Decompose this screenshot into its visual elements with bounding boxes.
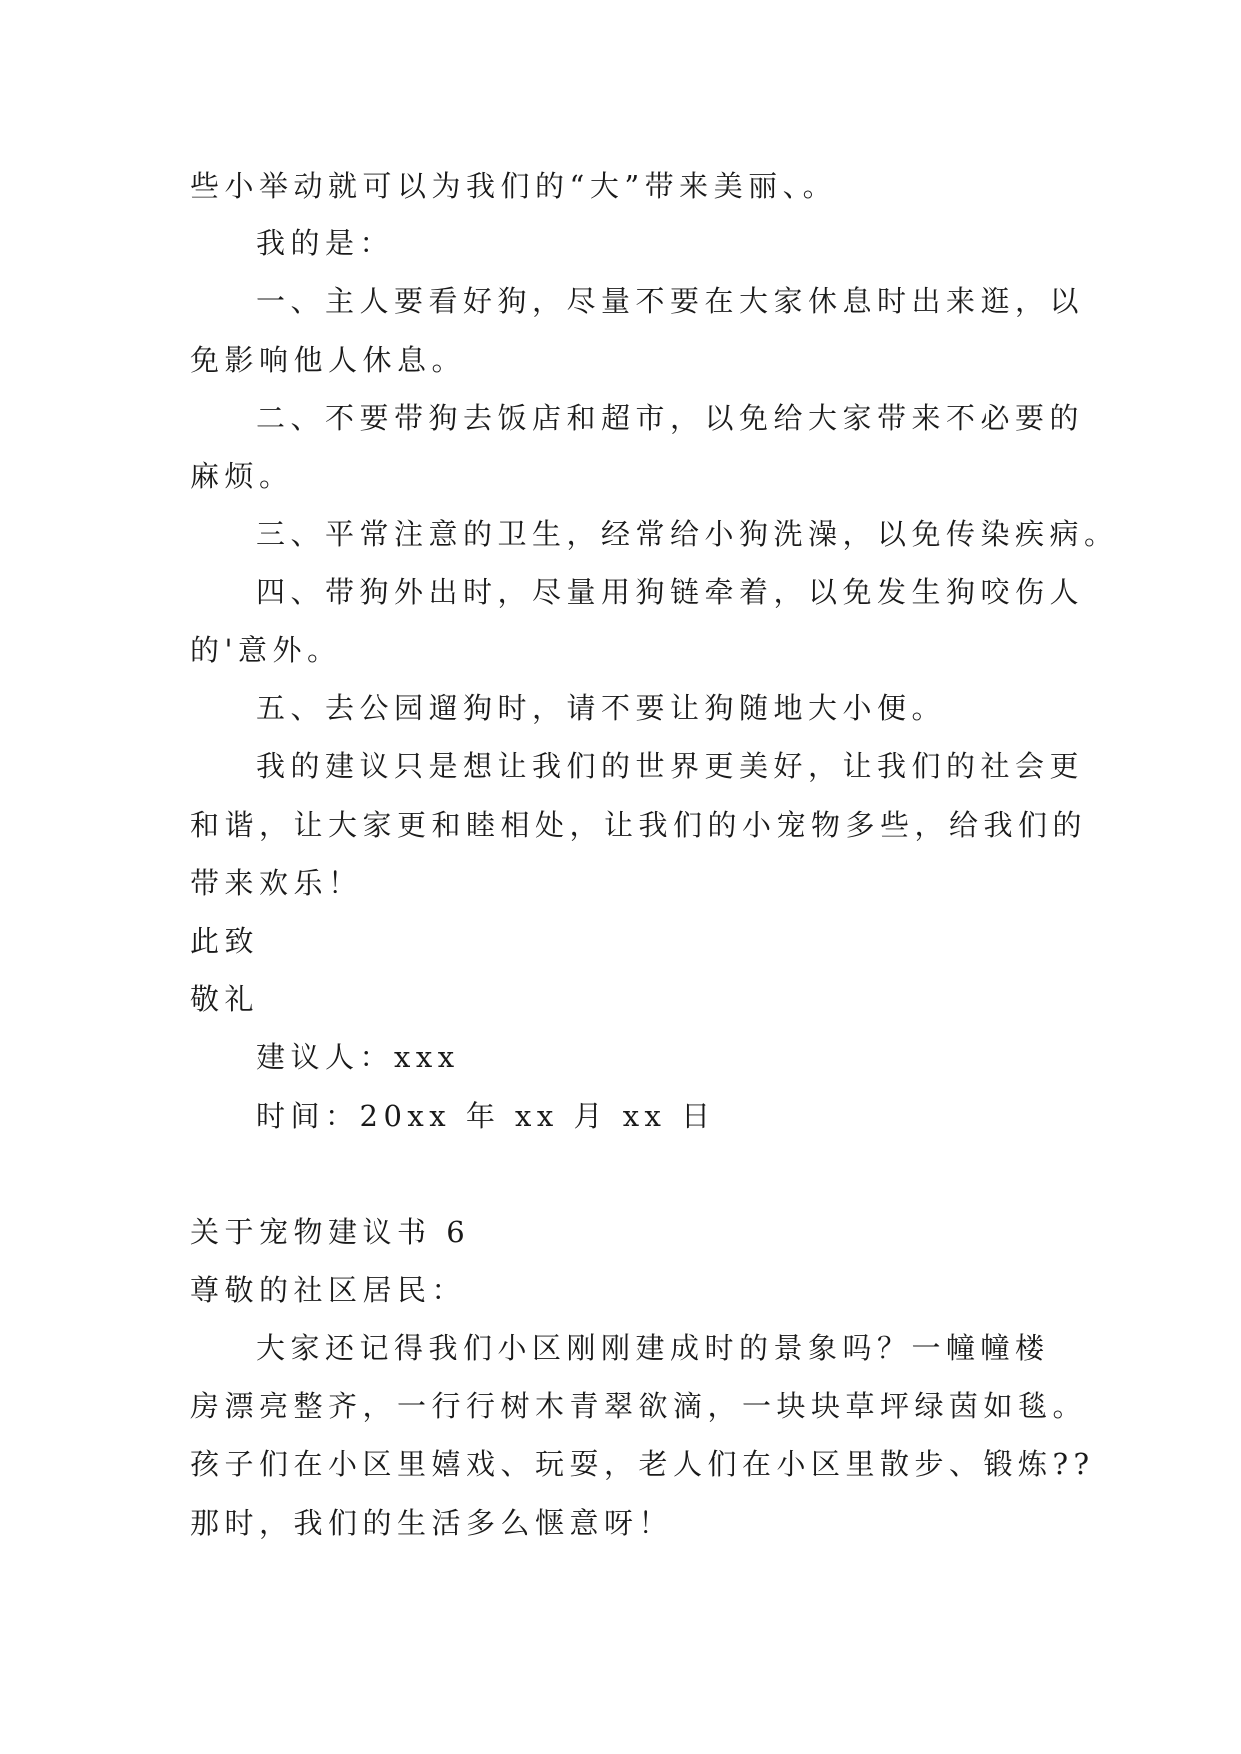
text-line: 麻烦。 bbox=[190, 459, 294, 493]
closing-line: 敬礼 bbox=[190, 982, 260, 1016]
closing-line: 此致 bbox=[190, 924, 260, 958]
date-line: 时间：20xx 年 xx 月 xx 日 bbox=[256, 1099, 716, 1133]
text-line: 的'意外。 bbox=[190, 633, 342, 667]
text-line: 我的建议只是想让我们的世界更美好，让我们的社会更 bbox=[256, 749, 1085, 783]
text-line: 房漂亮整齐，一行行树木青翠欲滴，一块块草坪绿茵如毯。 bbox=[190, 1389, 1088, 1423]
text-line: 三、平常注意的卫生，经常给小狗洗澡，以免传染疾病。 bbox=[256, 517, 1119, 551]
text-line: 二、不要带狗去饭店和超市，以免给大家带来不必要的 bbox=[256, 401, 1085, 435]
text-line: 孩子们在小区里嬉戏、玩耍，老人们在小区里散步、锻炼?? bbox=[190, 1447, 1095, 1481]
text-line: 免影响他人休息。 bbox=[190, 343, 467, 377]
text-line: 和谐，让大家更和睦相处，让我们的小宠物多些，给我们的 bbox=[190, 808, 1088, 842]
signer-line: 建议人：xxx bbox=[256, 1040, 460, 1074]
text-line: 一、主人要看好狗，尽量不要在大家休息时出来逛，以 bbox=[256, 284, 1085, 318]
text-line: 四、带狗外出时，尽量用狗链牵着，以免发生狗咬伤人 bbox=[256, 575, 1085, 609]
salutation-line: 尊敬的社区居民： bbox=[190, 1273, 467, 1307]
text-line: 那时，我们的生活多么惬意呀！ bbox=[190, 1506, 674, 1540]
text-line: 些小举动就可以为我们的“大”带来美丽、。 bbox=[190, 169, 838, 203]
text-line: 我的是： bbox=[256, 226, 395, 260]
text-line: 大家还记得我们小区刚刚建成时的景象吗？一幢幢楼 bbox=[256, 1331, 1050, 1365]
text-line: 带来欢乐！ bbox=[190, 866, 363, 900]
section-title: 关于宠物建议书 6 bbox=[190, 1215, 471, 1249]
text-line: 五、去公园遛狗时，请不要让狗随地大小便。 bbox=[256, 691, 947, 725]
